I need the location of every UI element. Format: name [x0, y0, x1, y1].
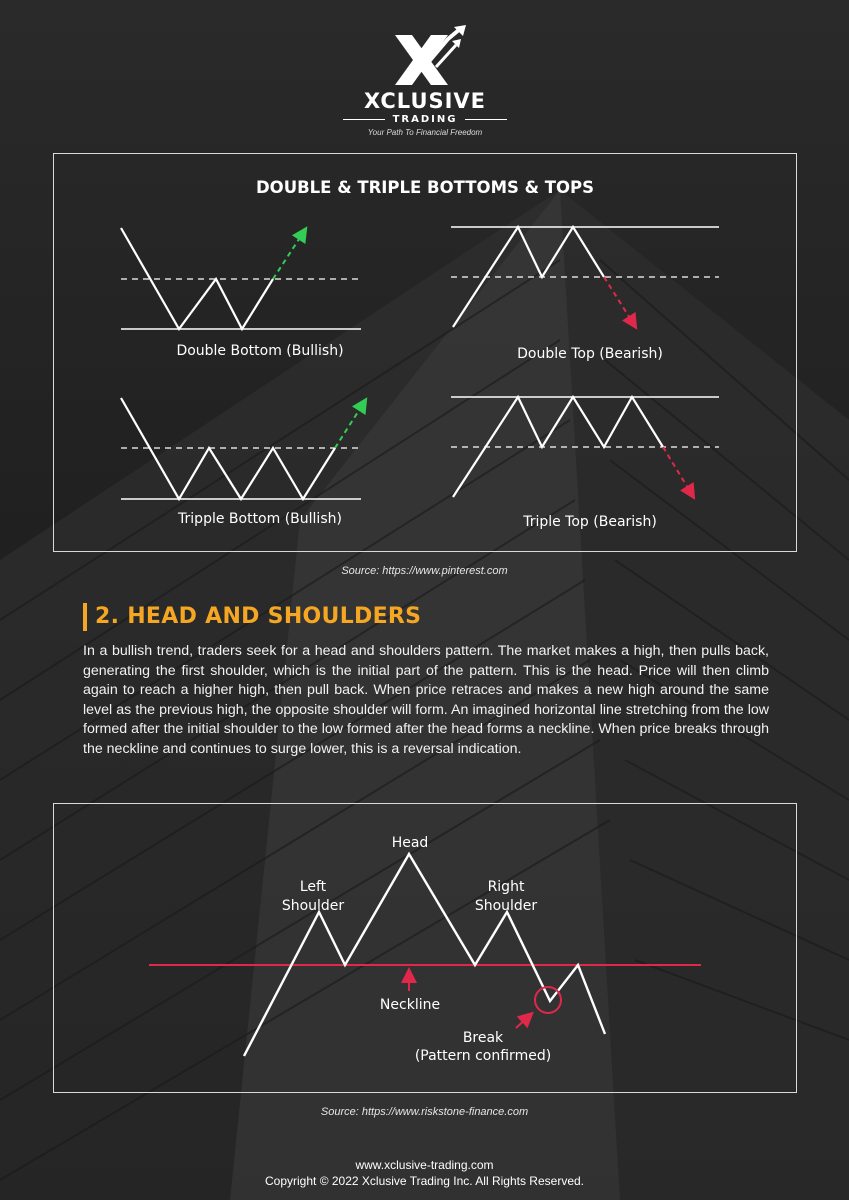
- section-heading: 2. HEAD AND SHOULDERS: [83, 603, 421, 631]
- bearish-arrow-icon: [604, 277, 633, 323]
- patterns-diagram: [54, 154, 796, 551]
- logo-x-arrow-icon: [390, 25, 470, 90]
- brand-tagline: Your Path To Financial Freedom: [367, 128, 483, 137]
- footer-copyright: Copyright © 2022 Xclusive Trading Inc. All Rights Reserved.: [265, 1174, 584, 1188]
- neckline-label: Neckline: [379, 997, 441, 1013]
- double-top-pattern: [451, 227, 719, 362]
- body-paragraph: In a bullish trend, traders seek for a head and shoulders pattern. The market makes a high, then pulls back, generating the first shoulder, which is the initial part of the pattern. This is the head. Price will then climb again to reach a higher high, then pull back. When price retraces and makes a new high around the same level as the previous high, the opposite shoulder will form. An imagined horizontal line stretching from the low formed after the initial shoulder to the low formed after the head forms a neckline. When price breaks through the neckline and continues to surge lower, this is a reversal indication.: [83, 643, 769, 757]
- break-circle-icon: [535, 987, 561, 1013]
- source-riskstone: Source: https://www.riskstone-finance.com: [320, 1106, 529, 1118]
- triple-bottom-pattern: [121, 398, 363, 527]
- break-label-2: (Pattern confirmed): [414, 1048, 552, 1064]
- bearish-arrow-icon: [663, 447, 691, 493]
- head-shoulders-box: [53, 803, 797, 1093]
- break-label-1: Break: [462, 1030, 504, 1046]
- triple-bottom-label: Tripple Bottom (Bullish): [178, 511, 342, 527]
- right-shoulder-label-1: Right: [487, 879, 525, 895]
- double-top-label: Double Top (Bearish): [517, 346, 663, 362]
- brand-name: XCLUSIVE: [363, 89, 487, 113]
- triple-top-pattern: [451, 397, 719, 530]
- head-shoulders-diagram: [54, 804, 796, 1092]
- patterns-title: DOUBLE & TRIPLE BOTTOMS & TOPS: [255, 178, 595, 197]
- right-shoulder-label-2: Shoulder: [474, 898, 538, 914]
- break-arrow-icon: [516, 1017, 528, 1028]
- brand-sub: TRADING: [330, 114, 520, 125]
- footer-website[interactable]: www.xclusive-trading.com: [355, 1158, 494, 1172]
- price-path: [244, 854, 605, 1056]
- triple-top-label: Triple Top (Bearish): [523, 514, 657, 530]
- head-label: Head: [391, 835, 429, 851]
- source-pinterest: Source: https://www.pinterest.com: [341, 565, 508, 577]
- bullish-arrow-icon: [335, 404, 363, 448]
- double-bottom-pattern: [121, 228, 361, 359]
- left-shoulder-label-2: Shoulder: [281, 898, 345, 914]
- double-bottom-label: Double Bottom (Bullish): [176, 343, 344, 359]
- brand-logo: [330, 25, 520, 135]
- left-shoulder-label-1: Left: [299, 879, 327, 895]
- bullish-arrow-icon: [273, 233, 303, 279]
- patterns-box: [53, 153, 797, 552]
